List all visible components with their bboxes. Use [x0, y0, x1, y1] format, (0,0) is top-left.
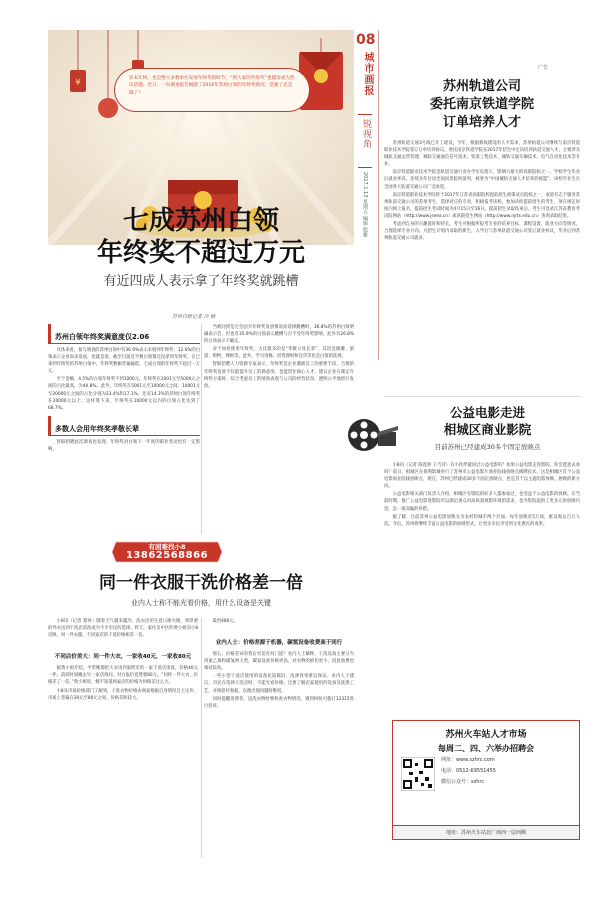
film-headline	[395, 404, 580, 454]
bonus-s1-para-1: 具体来看，参与调查的苏州白领中有36.9%表示未收到年终奖；12.6%的白领表示企业尚未发放，也就是说，截至目前近半数白领都还没拿到年终奖。在已拿到年终奖的苏州白领中，年终奖数额普遍偏低，七成白领的年终奖不超过一万元。	[48, 348, 200, 375]
masthead-column: 锐视角	[361, 119, 371, 149]
masthead-date: 2017.1.13 星期五 编辑 殷雅	[362, 172, 368, 238]
banner-intro-text: 岁末年终，也是绝大多数单位发放年终奖的时节，“别人家的年终奖”也越发成为热议话题。近日，一份调查报告揭晓了2016年苏州白领的年终奖情况，是涨了还是降了？	[129, 76, 295, 96]
laundry-c1-para-1: 小8讯（记者 蔡冉）随着天气越来越冷，洗衣店的生意日渐火爆，将厚重的外衣送到干洗店清洗成为不少市民的选择。昨天，家住吴中区的黄小姐向小8反映，同一件衣服，不同家店的干洗价格相差一倍。	[48, 619, 198, 639]
rail-title-2: 委托南京铁道学院	[429, 97, 534, 112]
job-ad-phone: 电话：0512-69551455	[441, 768, 496, 774]
laundry-c2-para-4: 同时提醒消费者，送洗衣物时要检查衣物情况，遇到纠纷可拨打12315进行投诉。	[204, 696, 354, 709]
banner-intro-bubble	[114, 68, 310, 112]
bonus-article-col1	[48, 324, 200, 454]
laundry-headline	[48, 572, 354, 610]
qr-code-icon	[401, 757, 435, 791]
laundry-c2-head-text: 业内人士：价格差源于机器，碳氢设备收费高于同行	[215, 640, 343, 647]
rail-para-1: 苏州轨道交通3号线已开工建设，今年，根据新线建设的人才需求，苏州轨道公司继续与南京铁道职业技术学院签订订单培养协议，委托南京铁道学院在2017年招生中定向培养轨道交通人才，主要涉及城轨交通运营管理、城轨交通通信信号技术、铁道工程技术、城轨交通车辆技术、电气自动化技术等专业。	[384, 141, 580, 168]
laundry-c1-head-text: 不同店价差大：同一件大衣，一家收40元，一家收80元	[54, 654, 192, 661]
laundry-article-col2	[204, 618, 354, 711]
film-reel-icon	[340, 410, 400, 460]
laundry-title: 同一件衣服干洗价格差一倍	[99, 573, 303, 593]
job-ad-address-bar	[393, 825, 579, 839]
film-para-3: 据了解，目前苏州公益电影放映分为农村和城市两个层面，每年放映近5万场，惠及观众百万人次。今后，苏州将继续丰富公益电影的放映形式，让更多市民享受到文化惠民的成果。	[384, 514, 580, 527]
film-subtitle: 目前苏州已经建成30多个固定放映点	[434, 443, 541, 451]
bonus-article-col2	[204, 324, 354, 391]
laundry-c2-para-2: 那么，价格差异的背后究竟有何门道？业内人士解释，干洗设备主要分为四氯乙烯和碳氢两大类，碳氢设备价格更高，对衣物的损伤更小，因此收费也相对较高。	[204, 652, 354, 672]
job-ad-title-1: 苏州火车站人才市场	[445, 730, 527, 740]
headline-line-1: 七成苏州白领	[122, 206, 279, 236]
film-top-rule	[384, 396, 580, 397]
laundry-c1-para-3: 小8从市场价格部门了解到，干洗衣物价格由商家根据自身情况自主定价，市场上普遍在30元至80元之间，价格差距较大。	[48, 688, 198, 701]
masthead-divider-2	[358, 167, 372, 168]
rail-para-4: 考虑到自身的兴趣爱好和特长，考生可根据所报考专业的培养目标、课程设置、就业方向等情况，合理选择专业方向。凡招生计划内录取的新生，入学后与苏州轨道交通公司签订就业协议，毕业后到苏州轨道交通公司就业。	[384, 222, 580, 242]
film-article-body	[384, 462, 580, 529]
film-title-1: 公益电影走进	[449, 405, 525, 420]
laundry-col-rule	[201, 618, 202, 858]
laundry-c2-head	[204, 629, 354, 648]
bonus-s1-para-2: 至于金额，4.5%的白领年终奖不到1000元，年终奖在1001元至5000元之间的占比最高，为40.8%。此外，年终奖在5001元至10000元之间、10001元至20000元之间的占比分别为23.4%和17.1%，还有14.3%的苏州白领年终奖在20000元以上，这样算下来，年终奖在10000元以内的白领占比达到了68.7%。	[48, 377, 200, 411]
bonus-section2-head-text: 多数人会用年终奖孝敬长辈	[55, 424, 139, 433]
rail-article-body	[384, 140, 580, 243]
bonus-section1-head	[48, 324, 200, 344]
bonus-section1-head-text: 苏州白领年终奖满意度仅2.06	[55, 333, 150, 341]
bonus-byline: 苏州日报记者 冷 颖	[172, 314, 216, 320]
hotline-heading: 有困难找小8	[148, 543, 186, 551]
job-ad-website: 网址：www.szhrc.com	[441, 757, 495, 763]
laundry-article-col1	[48, 618, 198, 703]
rail-para-2: 南京铁道职业技术学院是轨道交通行业办学历史悠久、影响力最大的高职院校之一。学校学生毕业后就业率高，连续多年位居全国同类院校前列，被誉为“中国城轨交通人才培养的摇篮”。该校毕业生在全国各大轨道交通公司广受欢迎。	[384, 170, 580, 190]
page-number: 08	[356, 32, 376, 48]
bonus-s2-para-1: 智联招聘此次调查也发现，年终奖对白领下一年度的职业变动也有一定影响。	[48, 439, 200, 452]
laundry-c2-para-3: 一些小型干洗店使用的设备比较陈旧，洗涤效果难以保证。业内人士建议，市民在选择干洗店时，不能光看价格，还要了解店家使用的设备及洗涤工艺，并保留好收据，以便出现问题时维权。	[204, 674, 354, 694]
headline-subtitle: 有近四成人表示拿了年终奖就跳槽	[103, 274, 299, 289]
bonus-c2-para-3: 智联招聘人力资源专家表示，年终奖是企业激励员工的重要手段，合理的年终奖发放不仅能提升员工的满意度，也能留住核心人才。建议企业在制定年终奖方案时，综合考虑员工的绩效表现与公司的经营状况，透明公平地进行发放。	[204, 362, 354, 389]
film-para-1: 小8讯（记者 陈霓婷 王乃萍）有小伙伴疑问过公益电影吗？如果公益电影走进影院，你会愿意去看吗？前日，相城区在保利影城举行了苏州市公益电影片商业院线放映点揭牌仪式，这是相城区首个公益电影商业院线放映点，现在，苏州已经建成30多个固定放映点，也是首个以主题电影放映、展映的新方向。	[384, 463, 580, 490]
rail-title-3: 订单培养人才	[442, 115, 521, 130]
page-section-label: 广告	[538, 65, 549, 71]
svg-text:¥: ¥	[75, 78, 81, 88]
left-center-rule	[201, 324, 202, 534]
job-ad-box	[392, 720, 580, 840]
laundry-c2-para-1: 最贵480元。	[212, 619, 238, 624]
film-title-2: 相城区商业影院	[443, 422, 532, 437]
bonus-section2-head	[48, 416, 200, 436]
rail-headline	[384, 78, 580, 132]
job-ad-address: 地址：苏州火车站北广场西一层西侧	[445, 830, 526, 836]
laundry-c1-head	[48, 643, 198, 662]
laundry-c1-para-2: 据黄小姐介绍，平常她都把大衣送到家附近的一家干洗店清洗，价格40元一件。前段时间她去另一家店询问，对方报价竟然要80元。“同样一件大衣，价格差了一倍。”黄小姐说，她不知道两家店的价格为何相差这么大。	[48, 666, 198, 686]
laundry-subtitle: 业内人士称不能光看价格，用什么设备是关键	[131, 599, 271, 607]
rail-title-1: 苏州轨道公司	[442, 79, 521, 94]
masthead-strip	[358, 52, 374, 322]
masthead-rule	[378, 30, 379, 360]
bonus-c2-para-1: 当被问到是否会因为年终奖发放情况而选择跳槽时，36.8%的苏州白领明确表示会，但也有35.9%的白领表示跳槽与否不受年终奖影响，此外有26.8%的白领表示不确定。	[204, 325, 354, 345]
banner-headline	[48, 205, 354, 293]
headline-line-2: 年终奖不超过万元	[96, 238, 305, 268]
masthead-divider	[358, 114, 372, 115]
bonus-c2-para-2: 对于如何使用年终奖，占比最多的是“孝敬父母长辈”，其次是储蓄、旅游、购物、理财等。此外，学习进修、投资理财和还贷等也是白领的选择。	[204, 347, 354, 360]
job-ad-wechat: 微信公众号：szhrc	[441, 779, 485, 785]
rail-para-3: 南京铁道职业技术学院将于2017年江苏省高职院校提前招生政策试点院校之一，欢迎有志于服务苏州轨道交通公司的苏州考生，选择对应的专业，积极报考该校。参加该校提前招生的考生，须在规定时间内网上报名，提前招生考试时间为4月15日至16日。提前招生录取结束后，考生可登录江苏省教育考试院网站（http://www.jseea.cn）或该院招生网站（http://www.njrts.edu.cn）查询录取结果。	[384, 192, 580, 219]
film-para-2: 公益电影相关部门负责人介绍，相城区有影院的好多人都参加过，也受益于公益电影的放映。在当前时期，推广公益电影进影院可以满足观众对高质量观影环境的需求，也为影院提供了更多元的放映内容，是一项双赢的举措。	[384, 492, 580, 512]
job-ad-title-2: 每周二、四、六举办招聘会	[438, 744, 534, 753]
hotline-banner	[112, 540, 222, 564]
masthead-paper: 城市画报	[362, 52, 373, 96]
job-ad-contacts	[441, 755, 581, 788]
hotline-phone: 13862568866	[125, 550, 209, 561]
